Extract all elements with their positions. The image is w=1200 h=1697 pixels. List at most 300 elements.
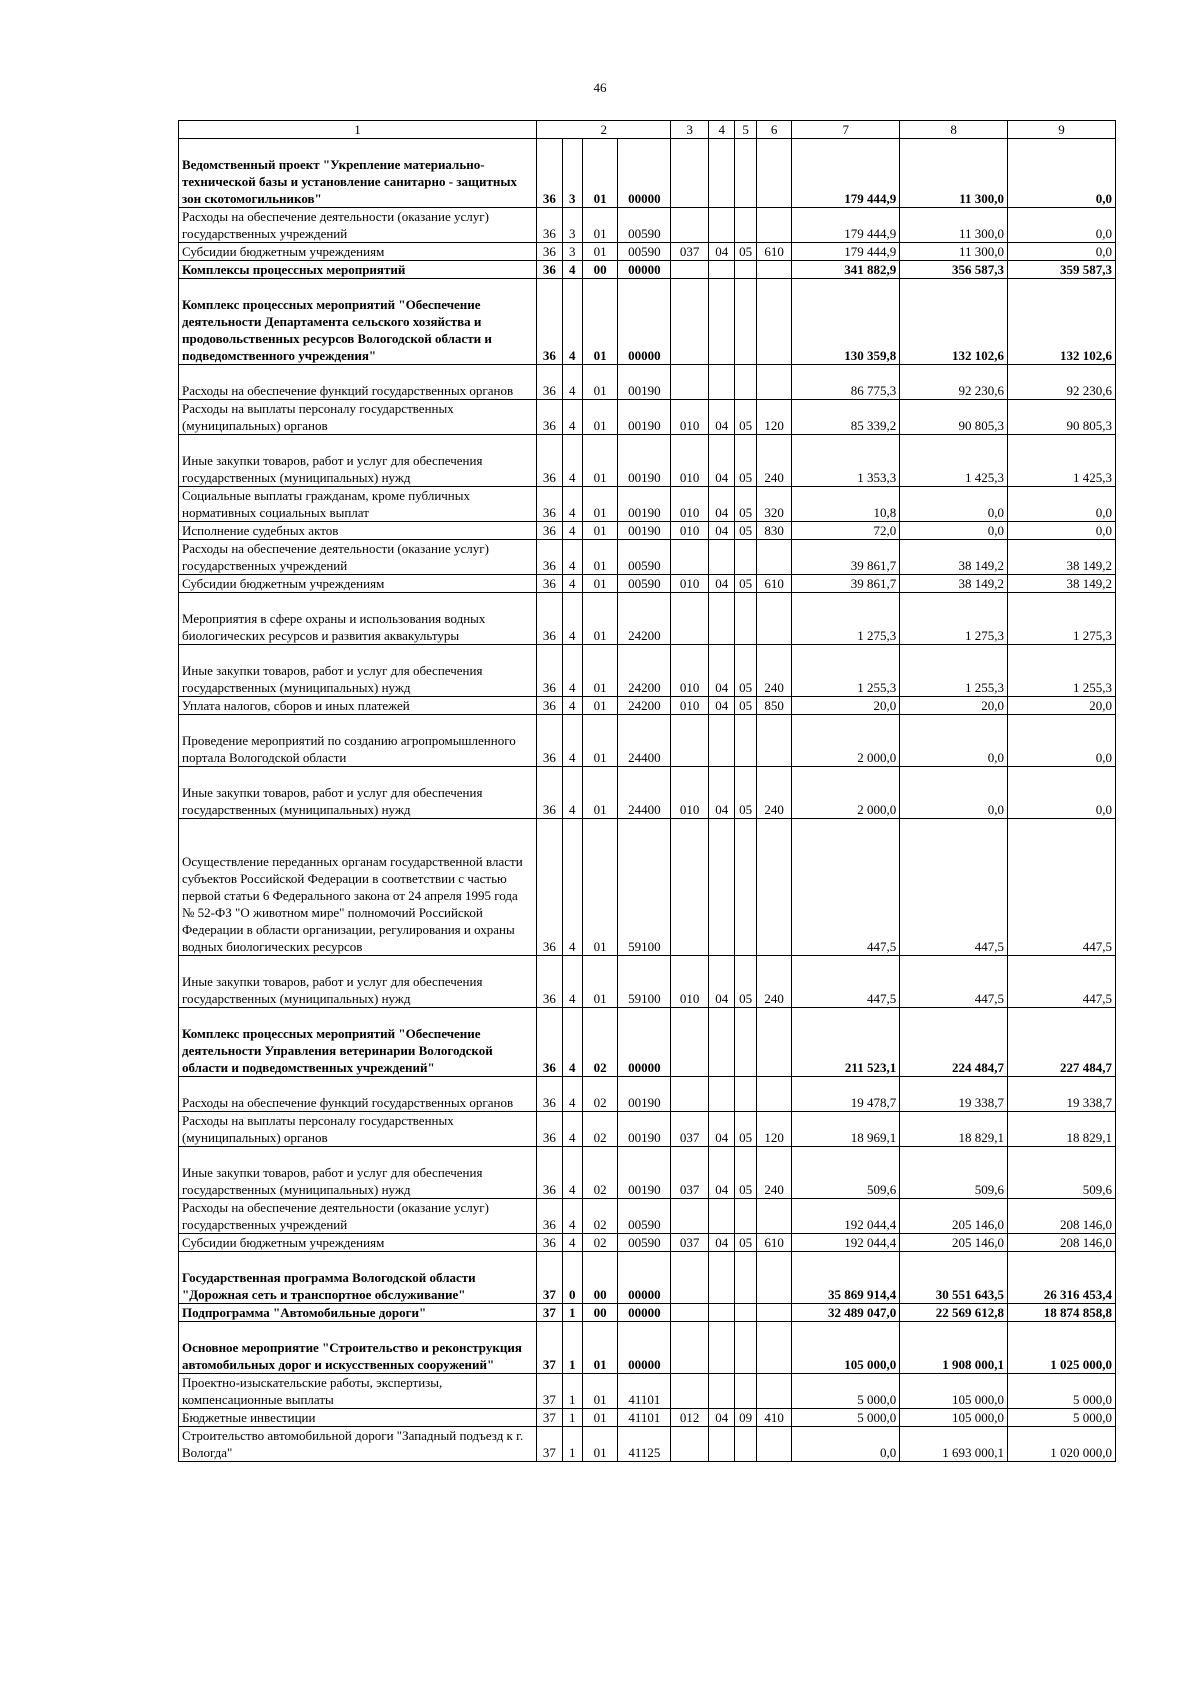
table-row (179, 243, 1116, 261)
code-direction: 00190 (618, 1147, 671, 1199)
code-direction: 00590 (618, 1234, 671, 1252)
row-name: Исполнение судебных актов (179, 522, 537, 540)
code-expense-type: 240 (756, 767, 792, 819)
code-direction: 00000 (618, 1008, 671, 1077)
code-direction: 59100 (618, 819, 671, 956)
table-row (179, 956, 1116, 1008)
code-event: 02 (582, 1008, 618, 1077)
header-row (179, 121, 1116, 139)
code-direction: 00000 (618, 1322, 671, 1374)
header-col-5: 5 (735, 121, 756, 139)
header-col-7: 7 (792, 121, 900, 139)
amount-col-7: 179 444,9 (792, 208, 900, 243)
amount-col-7: 32 489 047,0 (792, 1304, 900, 1322)
code-subprogram: 4 (562, 715, 582, 767)
code-expense-type: 240 (756, 956, 792, 1008)
code-subsection: 05 (735, 1147, 756, 1199)
row-name: Бюджетные инвестиции (179, 1409, 537, 1427)
amount-col-7: 0,0 (792, 1427, 900, 1462)
amount-col-9: 5 000,0 (1008, 1409, 1116, 1427)
code-section: 04 (709, 697, 735, 715)
code-subsection: 05 (735, 1234, 756, 1252)
code-section: 04 (709, 1112, 735, 1147)
amount-col-9: 0,0 (1008, 487, 1116, 522)
code-expense-type: 610 (756, 1234, 792, 1252)
code-grbs (671, 208, 709, 243)
code-subsection (735, 1427, 756, 1462)
row-name: Расходы на выплаты персоналу государственных (муниципальных) органов (179, 400, 537, 435)
code-program: 37 (537, 1322, 562, 1374)
code-program: 36 (537, 715, 562, 767)
code-subprogram: 1 (562, 1374, 582, 1409)
table-row (179, 1147, 1116, 1199)
amount-col-7: 39 861,7 (792, 540, 900, 575)
code-expense-type (756, 1008, 792, 1077)
code-event: 02 (582, 1147, 618, 1199)
code-program: 37 (537, 1374, 562, 1409)
amount-col-9: 0,0 (1008, 139, 1116, 208)
code-subprogram: 3 (562, 243, 582, 261)
code-program: 36 (537, 139, 562, 208)
code-grbs (671, 1199, 709, 1234)
code-program: 37 (537, 1252, 562, 1304)
amount-col-9: 132 102,6 (1008, 279, 1116, 365)
code-program: 36 (537, 1199, 562, 1234)
code-grbs: 010 (671, 697, 709, 715)
code-subprogram: 4 (562, 1077, 582, 1112)
code-program: 36 (537, 487, 562, 522)
code-subprogram: 4 (562, 540, 582, 575)
code-direction: 00190 (618, 400, 671, 435)
table-row (179, 1252, 1116, 1304)
amount-col-8: 1 255,3 (900, 645, 1008, 697)
code-direction: 00590 (618, 243, 671, 261)
code-subsection (735, 593, 756, 645)
code-event: 01 (582, 715, 618, 767)
amount-col-8: 1 275,3 (900, 593, 1008, 645)
code-expense-type: 120 (756, 400, 792, 435)
code-event: 01 (582, 435, 618, 487)
table-row (179, 400, 1116, 435)
code-subsection: 05 (735, 435, 756, 487)
amount-col-8: 105 000,0 (900, 1374, 1008, 1409)
code-subprogram: 4 (562, 819, 582, 956)
code-subsection (735, 1304, 756, 1322)
code-program: 36 (537, 540, 562, 575)
code-subsection (735, 1322, 756, 1374)
code-event: 01 (582, 645, 618, 697)
amount-col-8: 105 000,0 (900, 1409, 1008, 1427)
code-program: 37 (537, 1427, 562, 1462)
row-name: Иные закупки товаров, работ и услуг для обеспечения государственных (муниципальных) нужд (179, 645, 537, 697)
amount-col-7: 447,5 (792, 956, 900, 1008)
code-event: 01 (582, 279, 618, 365)
table-row (179, 540, 1116, 575)
code-grbs (671, 1077, 709, 1112)
amount-col-9: 208 146,0 (1008, 1199, 1116, 1234)
code-expense-type (756, 1374, 792, 1409)
amount-col-7: 130 359,8 (792, 279, 900, 365)
code-expense-type (756, 1077, 792, 1112)
code-subprogram: 4 (562, 1199, 582, 1234)
code-expense-type: 410 (756, 1409, 792, 1427)
table-row (179, 1304, 1116, 1322)
code-section (709, 1008, 735, 1077)
amount-col-8: 30 551 643,5 (900, 1252, 1008, 1304)
code-subsection: 05 (735, 522, 756, 540)
amount-col-8: 205 146,0 (900, 1199, 1008, 1234)
code-event: 01 (582, 575, 618, 593)
amount-col-9: 447,5 (1008, 956, 1116, 1008)
amount-col-9: 1 275,3 (1008, 593, 1116, 645)
code-event: 02 (582, 1234, 618, 1252)
code-subprogram: 4 (562, 956, 582, 1008)
row-name: Строительство автомобильной дороги "Западный подъезд к г. Вологда" (179, 1427, 537, 1462)
table-row (179, 645, 1116, 697)
code-grbs (671, 540, 709, 575)
row-name: Комплексы процессных мероприятий (179, 261, 537, 279)
code-expense-type (756, 593, 792, 645)
code-section (709, 1304, 735, 1322)
code-subsection (735, 715, 756, 767)
amount-col-7: 211 523,1 (792, 1008, 900, 1077)
code-subprogram: 4 (562, 1008, 582, 1077)
table-row (179, 1374, 1116, 1409)
row-name: Иные закупки товаров, работ и услуг для обеспечения государственных (муниципальных) нужд (179, 435, 537, 487)
amount-col-8: 18 829,1 (900, 1112, 1008, 1147)
code-grbs: 010 (671, 435, 709, 487)
code-direction: 00190 (618, 1112, 671, 1147)
amount-col-9: 5 000,0 (1008, 1374, 1116, 1409)
code-expense-type (756, 1252, 792, 1304)
code-event: 01 (582, 139, 618, 208)
code-section: 04 (709, 522, 735, 540)
code-event: 01 (582, 956, 618, 1008)
code-section (709, 279, 735, 365)
amount-col-8: 92 230,6 (900, 365, 1008, 400)
code-subsection (735, 540, 756, 575)
row-name: Мероприятия в сфере охраны и использования водных биологических ресурсов и развития аквакультуры (179, 593, 537, 645)
amount-col-9: 1 425,3 (1008, 435, 1116, 487)
code-expense-type (756, 279, 792, 365)
code-direction: 24200 (618, 593, 671, 645)
code-expense-type (756, 819, 792, 956)
code-section: 04 (709, 956, 735, 1008)
amount-col-9: 26 316 453,4 (1008, 1252, 1116, 1304)
code-direction: 24200 (618, 645, 671, 697)
code-subprogram: 4 (562, 279, 582, 365)
amount-col-8: 38 149,2 (900, 540, 1008, 575)
code-direction: 41101 (618, 1374, 671, 1409)
code-section: 04 (709, 767, 735, 819)
code-program: 36 (537, 522, 562, 540)
amount-col-7: 192 044,4 (792, 1199, 900, 1234)
code-direction: 41125 (618, 1427, 671, 1462)
row-name: Подпрограмма "Автомобильные дороги" (179, 1304, 537, 1322)
code-event: 02 (582, 1077, 618, 1112)
code-direction: 00190 (618, 522, 671, 540)
code-program: 36 (537, 1077, 562, 1112)
amount-col-9: 0,0 (1008, 522, 1116, 540)
amount-col-8: 0,0 (900, 487, 1008, 522)
code-program: 36 (537, 956, 562, 1008)
code-section (709, 1374, 735, 1409)
amount-col-8: 11 300,0 (900, 208, 1008, 243)
code-direction: 00000 (618, 1304, 671, 1322)
code-grbs: 010 (671, 956, 709, 1008)
row-name: Расходы на обеспечение функций государственных органов (179, 365, 537, 400)
amount-col-9: 19 338,7 (1008, 1077, 1116, 1112)
code-program: 36 (537, 645, 562, 697)
code-subprogram: 1 (562, 1409, 582, 1427)
table-row (179, 1409, 1116, 1427)
code-program: 36 (537, 1234, 562, 1252)
code-event: 01 (582, 593, 618, 645)
amount-col-7: 10,8 (792, 487, 900, 522)
row-name: Проектно-изыскательские работы, экспертизы, компенсационные выплаты (179, 1374, 537, 1409)
code-subprogram: 1 (562, 1322, 582, 1374)
table-row (179, 1322, 1116, 1374)
code-subsection: 05 (735, 400, 756, 435)
row-name: Иные закупки товаров, работ и услуг для обеспечения государственных (муниципальных) нужд (179, 956, 537, 1008)
amount-col-8: 224 484,7 (900, 1008, 1008, 1077)
code-expense-type (756, 1199, 792, 1234)
amount-col-9: 1 255,3 (1008, 645, 1116, 697)
code-expense-type: 830 (756, 522, 792, 540)
code-expense-type (756, 540, 792, 575)
amount-col-7: 341 882,9 (792, 261, 900, 279)
code-section: 04 (709, 487, 735, 522)
amount-col-9: 0,0 (1008, 243, 1116, 261)
code-subprogram: 4 (562, 365, 582, 400)
code-event: 00 (582, 1304, 618, 1322)
code-grbs (671, 1427, 709, 1462)
table-row (179, 279, 1116, 365)
code-subsection: 05 (735, 767, 756, 819)
code-subprogram: 4 (562, 522, 582, 540)
code-subprogram: 1 (562, 1427, 582, 1462)
table-row (179, 487, 1116, 522)
amount-col-7: 35 869 914,4 (792, 1252, 900, 1304)
amount-col-7: 85 339,2 (792, 400, 900, 435)
amount-col-8: 20,0 (900, 697, 1008, 715)
code-subsection: 05 (735, 645, 756, 697)
code-section: 04 (709, 435, 735, 487)
code-grbs: 012 (671, 1409, 709, 1427)
amount-col-8: 1 693 000,1 (900, 1427, 1008, 1462)
code-grbs (671, 1252, 709, 1304)
code-subsection (735, 1008, 756, 1077)
code-event: 01 (582, 243, 618, 261)
code-subsection: 05 (735, 697, 756, 715)
code-section (709, 139, 735, 208)
row-name: Субсидии бюджетным учреждениям (179, 243, 537, 261)
amount-col-9: 0,0 (1008, 208, 1116, 243)
amount-col-9: 92 230,6 (1008, 365, 1116, 400)
code-section (709, 208, 735, 243)
code-program: 37 (537, 1409, 562, 1427)
code-subsection (735, 1199, 756, 1234)
code-section: 04 (709, 1234, 735, 1252)
code-grbs (671, 593, 709, 645)
code-grbs (671, 261, 709, 279)
code-event: 01 (582, 540, 618, 575)
code-event: 01 (582, 697, 618, 715)
code-subprogram: 4 (562, 767, 582, 819)
code-section (709, 540, 735, 575)
code-program: 36 (537, 208, 562, 243)
code-grbs (671, 139, 709, 208)
amount-col-7: 1 255,3 (792, 645, 900, 697)
header-col-9: 9 (1008, 121, 1116, 139)
code-expense-type: 240 (756, 645, 792, 697)
amount-col-8: 509,6 (900, 1147, 1008, 1199)
amount-col-8: 447,5 (900, 819, 1008, 956)
code-subprogram: 4 (562, 575, 582, 593)
amount-col-7: 20,0 (792, 697, 900, 715)
code-program: 37 (537, 1304, 562, 1322)
table-row (179, 208, 1116, 243)
header-col-6: 6 (756, 121, 792, 139)
amount-col-7: 1 275,3 (792, 593, 900, 645)
table-row (179, 767, 1116, 819)
code-subprogram: 3 (562, 139, 582, 208)
amount-col-8: 0,0 (900, 767, 1008, 819)
row-name: Проведение мероприятий по созданию агропромышленного портала Вологодской области (179, 715, 537, 767)
table-row (179, 1112, 1116, 1147)
code-subprogram: 4 (562, 487, 582, 522)
code-program: 36 (537, 819, 562, 956)
code-direction: 41101 (618, 1409, 671, 1427)
code-program: 36 (537, 365, 562, 400)
amount-col-9: 208 146,0 (1008, 1234, 1116, 1252)
header-col-3: 3 (671, 121, 709, 139)
table-row (179, 1077, 1116, 1112)
budget-table (178, 120, 1116, 1462)
code-section (709, 819, 735, 956)
amount-col-8: 22 569 612,8 (900, 1304, 1008, 1322)
amount-col-7: 5 000,0 (792, 1409, 900, 1427)
table-body (179, 139, 1116, 1462)
code-grbs (671, 819, 709, 956)
row-name: Комплекс процессных мероприятий "Обеспечение деятельности Департамента сельского хозяйства и продовольственных ресурсов Вологодской области и подведомственного учреждения" (179, 279, 537, 365)
code-section (709, 593, 735, 645)
code-subsection (735, 208, 756, 243)
amount-col-7: 1 353,3 (792, 435, 900, 487)
row-name: Уплата налогов, сборов и иных платежей (179, 697, 537, 715)
table-row (179, 1427, 1116, 1462)
table-row (179, 819, 1116, 956)
amount-col-9: 447,5 (1008, 819, 1116, 956)
code-event: 01 (582, 1322, 618, 1374)
code-expense-type (756, 1322, 792, 1374)
row-name: Иные закупки товаров, работ и услуг для обеспечения государственных (муниципальных) нужд (179, 767, 537, 819)
header-col-2: 2 (537, 121, 671, 139)
code-event: 01 (582, 1427, 618, 1462)
row-name: Расходы на обеспечение функций государственных органов (179, 1077, 537, 1112)
amount-col-7: 5 000,0 (792, 1374, 900, 1409)
code-section (709, 1077, 735, 1112)
code-expense-type: 610 (756, 243, 792, 261)
amount-col-8: 0,0 (900, 522, 1008, 540)
code-expense-type (756, 261, 792, 279)
code-program: 36 (537, 279, 562, 365)
code-event: 01 (582, 1409, 618, 1427)
amount-col-9: 0,0 (1008, 715, 1116, 767)
amount-col-8: 132 102,6 (900, 279, 1008, 365)
amount-col-8: 0,0 (900, 715, 1008, 767)
row-name: Иные закупки товаров, работ и услуг для обеспечения государственных (муниципальных) нужд (179, 1147, 537, 1199)
code-program: 36 (537, 1147, 562, 1199)
amount-col-7: 105 000,0 (792, 1322, 900, 1374)
table-row (179, 261, 1116, 279)
code-program: 36 (537, 261, 562, 279)
amount-col-7: 2 000,0 (792, 715, 900, 767)
amount-col-8: 1 908 000,1 (900, 1322, 1008, 1374)
code-subprogram: 4 (562, 435, 582, 487)
amount-col-8: 11 300,0 (900, 243, 1008, 261)
amount-col-8: 205 146,0 (900, 1234, 1008, 1252)
code-grbs (671, 715, 709, 767)
code-section (709, 1427, 735, 1462)
code-subsection: 09 (735, 1409, 756, 1427)
amount-col-7: 179 444,9 (792, 139, 900, 208)
code-expense-type (756, 1304, 792, 1322)
page-number: 46 (593, 80, 607, 95)
code-section: 04 (709, 645, 735, 697)
code-direction: 00000 (618, 139, 671, 208)
code-program: 36 (537, 767, 562, 819)
row-name: Расходы на обеспечение деятельности (оказание услуг) государственных учреждений (179, 208, 537, 243)
code-subprogram: 4 (562, 1234, 582, 1252)
amount-col-7: 86 775,3 (792, 365, 900, 400)
code-subsection: 05 (735, 1112, 756, 1147)
code-event: 02 (582, 1112, 618, 1147)
amount-col-9: 509,6 (1008, 1147, 1116, 1199)
amount-col-7: 509,6 (792, 1147, 900, 1199)
code-expense-type (756, 1427, 792, 1462)
code-grbs: 037 (671, 1112, 709, 1147)
table-row (179, 365, 1116, 400)
code-grbs (671, 1322, 709, 1374)
code-subsection (735, 261, 756, 279)
code-event: 02 (582, 1199, 618, 1234)
code-section (709, 365, 735, 400)
code-expense-type: 850 (756, 697, 792, 715)
code-subprogram: 4 (562, 400, 582, 435)
code-subsection (735, 1252, 756, 1304)
code-direction: 00000 (618, 261, 671, 279)
code-section: 04 (709, 1409, 735, 1427)
header-col-4: 4 (709, 121, 735, 139)
amount-col-9: 38 149,2 (1008, 540, 1116, 575)
code-expense-type: 320 (756, 487, 792, 522)
table-row (179, 1234, 1116, 1252)
code-direction: 00190 (618, 365, 671, 400)
code-subsection (735, 139, 756, 208)
table-row (179, 435, 1116, 487)
table-row (179, 522, 1116, 540)
code-section: 04 (709, 243, 735, 261)
code-grbs: 010 (671, 487, 709, 522)
amount-col-9: 0,0 (1008, 767, 1116, 819)
table-row (179, 1199, 1116, 1234)
code-subprogram: 4 (562, 697, 582, 715)
code-direction: 24400 (618, 715, 671, 767)
row-name: Осуществление переданных органам государственной власти субъектов Российской Федерации в соответствии с частью первой статьи 6 Федерального закона от 24 апреля 1995 года № 52-ФЗ "О животном мире" полномочий Российской Федерации в области организации, регулирования и охраны водных биологических ресурсов (179, 819, 537, 956)
code-subprogram: 4 (562, 261, 582, 279)
code-program: 36 (537, 593, 562, 645)
